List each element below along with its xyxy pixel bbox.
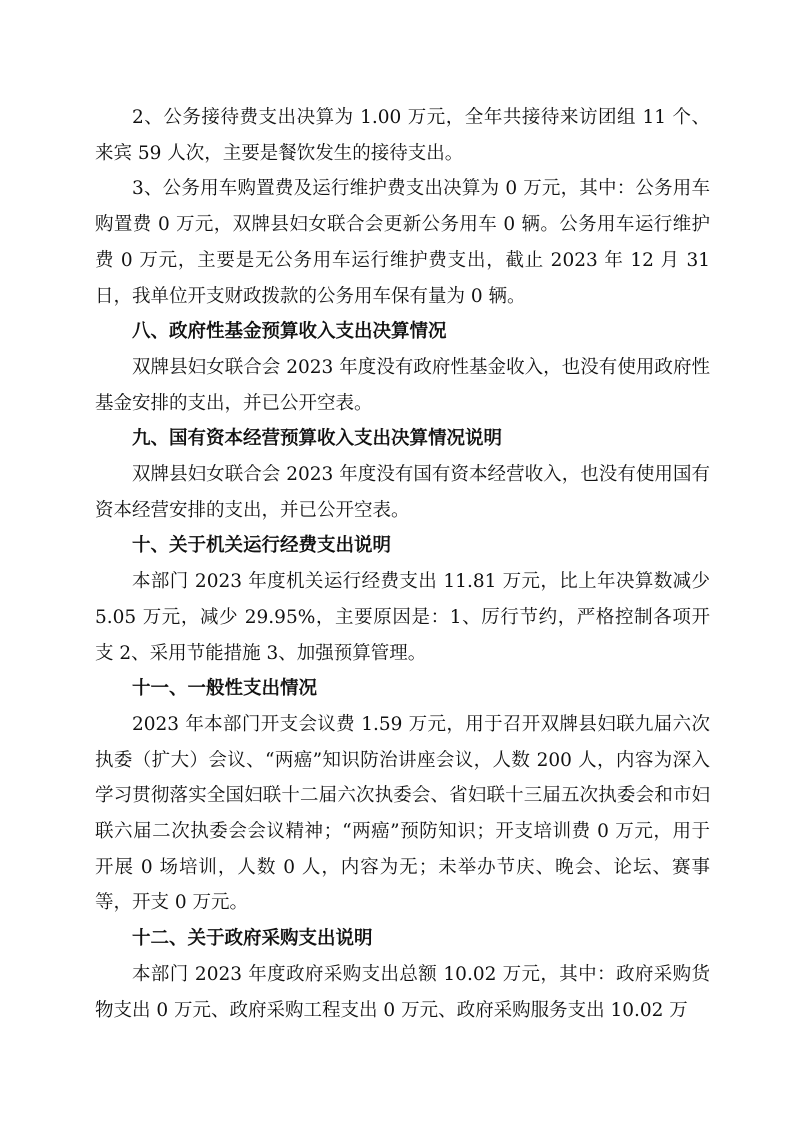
heading-section-11: 十一、一般性支出情况: [132, 678, 318, 700]
document-body: [95, 100, 710, 1028]
paragraph-general-expense: 2023 年本部门开支会议费 1.59 万元，用于召开双牌县妇联九届六次执委（扩大）会议、“两癌”知识防治讲座会议，人数 200 人，内容为深入学习贯彻落实全国妇联十二届六次执委会、省妇联十三届五次执委会和市妇联六届二次执委会会议精神；“两癌”预防知识；开支培训费 0 万元，用于开展 0 场培训，人数 0 人，内容为无；未举办节庆、晚会、论坛、赛事等，开支 0 万元。: [95, 713, 710, 914]
heading-section-12: 十二、关于政府采购支出说明: [132, 928, 373, 950]
paragraph-government-fund: 双牌县妇女联合会 2023 年度没有政府性基金收入，也没有使用政府性基金安排的支出，并已公开空表。: [95, 356, 710, 414]
paragraph-procurement: 本部门 2023 年度政府采购支出总额 10.02 万元，其中：政府采购货物支出 0 万元、政府采购工程支出 0 万元、政府采购服务支出 10.02 万: [95, 963, 710, 1021]
paragraph-vehicle-expense: 3、公务用车购置费及运行维护费支出决算为 0 万元，其中：公务用车购置费 0 万元，双牌县妇女联合会更新公务用车 0 辆。公务用车运行维护费 0 万元，主要是无公务用车运行维护费支出，截止 2023 年 12 月 31 日，我单位开支财政拨款的公务用车保有量为 0 辆。: [95, 178, 710, 307]
paragraph-operating-expense: 本部门 2023 年度机关运行经费支出 11.81 万元，比上年决算数减少 5.05 万元，减少 29.95%，主要原因是：1、厉行节约，严格控制各项开支 2、采用节能措施 3、加强预算管理。: [95, 571, 710, 664]
heading-section-9: 九、国有资本经营预算收入支出决算情况说明: [132, 428, 503, 450]
paragraph-reception-expense: 2、公务接待费支出决算为 1.00 万元，全年共接待来访团组 11 个、来宾 59 人次，主要是餐饮发生的接待支出。: [95, 107, 710, 164]
heading-section-8: 八、政府性基金预算收入支出决算情况: [132, 321, 447, 343]
paragraph-state-capital: 双牌县妇女联合会 2023 年度没有国有资本经营收入，也没有使用国有资本经营安排的支出，并已公开空表。: [95, 464, 710, 521]
heading-section-10: 十、关于机关运行经费支出说明: [132, 535, 392, 557]
